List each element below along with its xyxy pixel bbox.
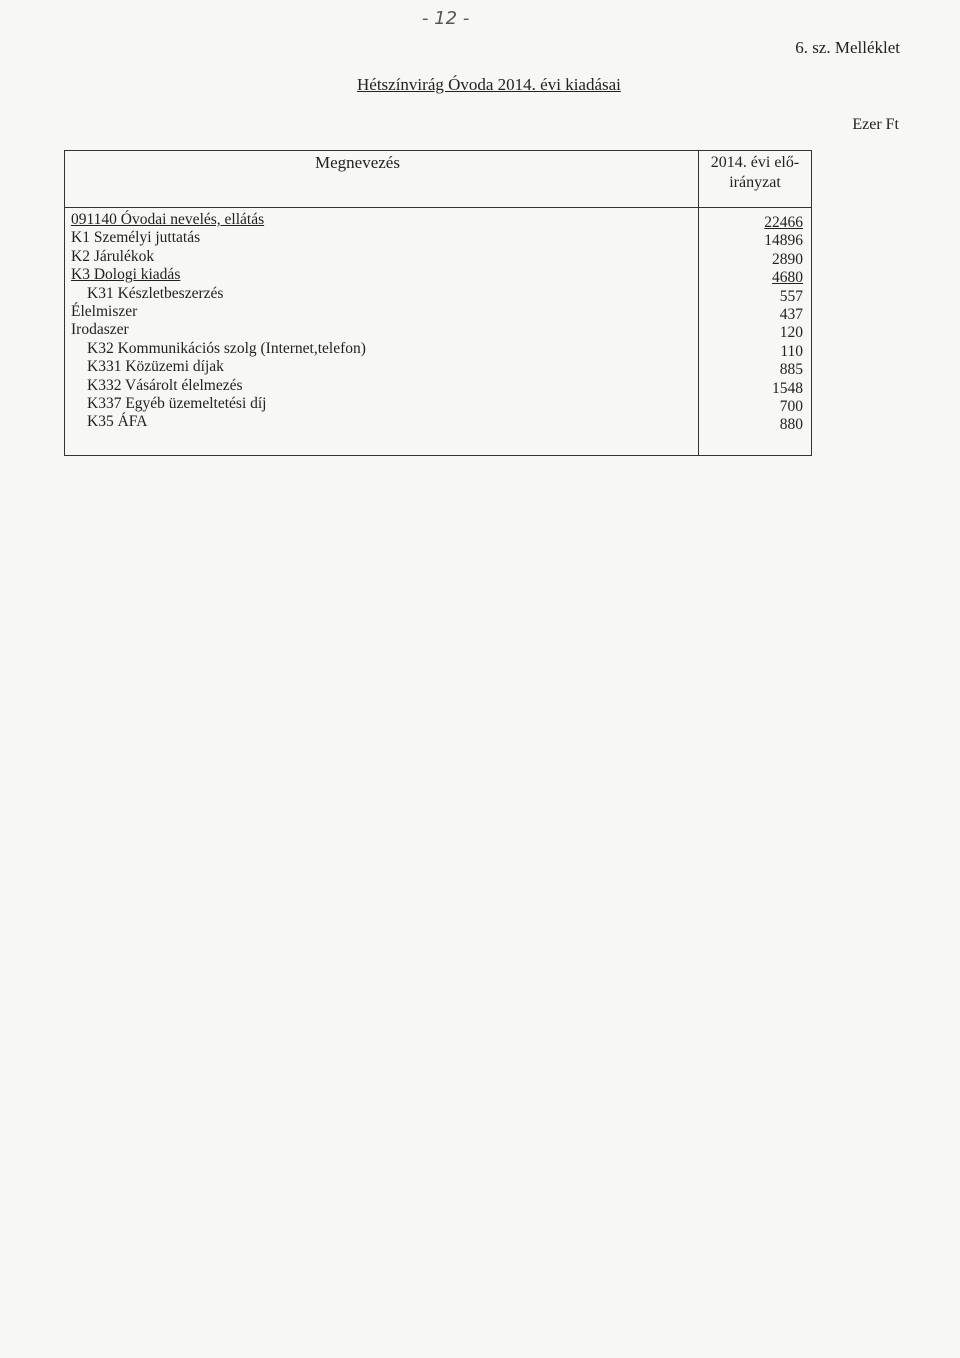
row-label: Élelmiszer xyxy=(71,302,138,320)
table-row xyxy=(65,321,811,342)
unit-label: Ezer Ft xyxy=(852,116,899,133)
row-value: 885 xyxy=(779,361,803,379)
table-row xyxy=(65,211,811,229)
table-row xyxy=(65,285,811,303)
budget-table xyxy=(64,150,812,456)
document-title: Hétszínvirág Óvoda 2014. évi kiadásai xyxy=(357,75,621,94)
table-row xyxy=(65,358,811,379)
table-row xyxy=(65,248,811,266)
row-label: K32 Kommunikációs szolg (Internet,telefon) xyxy=(87,339,366,357)
page-number: - 12 - xyxy=(422,8,470,29)
row-value: 700 xyxy=(779,397,803,415)
row-value: 120 xyxy=(779,324,803,342)
header-name: Megnevezés xyxy=(315,153,400,172)
table-row xyxy=(65,377,811,395)
row-value: 880 xyxy=(779,416,803,434)
row-label: K3 Dologi kiadás xyxy=(71,266,181,284)
table-row xyxy=(65,395,811,413)
row-value: 22466 xyxy=(764,214,803,231)
row-label: Irodaszer xyxy=(71,321,129,339)
row-label: 091140 Óvodai nevelés, ellátás xyxy=(71,211,265,228)
annex-label: 6. sz. Melléklet xyxy=(795,38,900,57)
header-value: 2014. évi elő-irányzat xyxy=(710,154,800,191)
row-value: 4680 xyxy=(772,269,803,287)
table-row xyxy=(65,229,811,250)
row-value: 110 xyxy=(780,342,803,360)
row-label: K2 Járulékok xyxy=(71,247,155,265)
row-label: K331 Közüzemi díjak xyxy=(87,358,224,376)
row-value: 557 xyxy=(779,287,803,305)
table-body xyxy=(65,211,811,432)
row-label: K35 ÁFA xyxy=(87,413,148,431)
row-label: K337 Egyéb üzemeltetési díj xyxy=(87,394,267,412)
row-value: 1548 xyxy=(772,379,803,397)
table-row xyxy=(65,340,811,358)
row-label: K1 Személyi juttatás xyxy=(71,229,201,247)
row-value: 2890 xyxy=(772,250,803,268)
row-label: K332 Vásárolt élelmezés xyxy=(87,376,243,394)
row-value: 14896 xyxy=(764,232,803,250)
row-label: K31 Készletbeszerzés xyxy=(87,284,224,302)
table-header xyxy=(65,151,811,208)
table-row xyxy=(65,266,811,287)
row-value: 437 xyxy=(779,305,803,323)
table-row xyxy=(65,413,811,434)
table-row xyxy=(65,303,811,321)
